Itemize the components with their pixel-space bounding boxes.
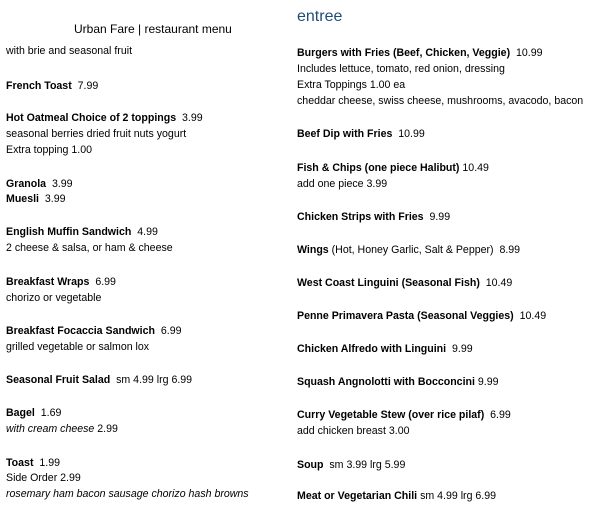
item-name: Breakfast Wraps	[6, 276, 90, 288]
item-price: 7.99	[77, 80, 99, 92]
item-name: Breakfast Focaccia Sandwich	[6, 325, 155, 337]
menu-item-bagel	[6, 407, 61, 420]
item-price: sm 4.99 lrg 6.99	[116, 374, 193, 386]
item-price: 10.99	[516, 47, 543, 59]
item-name: Bagel	[6, 407, 35, 419]
item-price: 9.99	[429, 211, 451, 223]
item-price: 6.99	[160, 325, 182, 337]
item-price: 10.49	[462, 162, 489, 174]
item-name: Wings	[297, 244, 329, 256]
item-name: Fish & Chips (one piece Halibut)	[297, 162, 460, 174]
menu-item-focaccia	[6, 325, 181, 338]
item-name: Hot Oatmeal Choice of 2 toppings	[6, 112, 177, 124]
item-price: sm 4.99 lrg 6.99	[420, 490, 497, 502]
menu-item-fruit-salad	[6, 374, 192, 387]
menu-item-beef-dip	[297, 128, 425, 141]
item-price: 9.99	[477, 376, 499, 388]
menu-title: Urban Fare | restaurant menu	[74, 22, 232, 36]
item-name: Soup	[297, 459, 324, 471]
item-note: (Hot, Honey Garlic, Salt & Pepper)	[331, 244, 494, 256]
item-description-price: 2.99	[97, 423, 118, 435]
item-description: cheddar cheese, swiss cheese, mushrooms, avacodo, bacon	[297, 95, 584, 107]
menu-item-burgers	[297, 47, 543, 60]
item-price: 6.99	[95, 276, 116, 288]
menu-item-squash	[297, 376, 499, 389]
item-description: 2 cheese & salsa, or ham & cheese	[6, 242, 173, 254]
menu-item-muffin	[6, 226, 158, 239]
item-price: 3.99	[44, 193, 66, 205]
item-name: Squash Angnolotti with Bocconcini	[297, 376, 475, 388]
menu-item-linguini	[297, 277, 512, 290]
item-description: Includes lettuce, tomato, red onion, dressing	[297, 63, 505, 75]
item-price: 9.99	[451, 343, 473, 355]
item-description: rosemary ham bacon sausage chorizo hash browns	[6, 488, 249, 500]
item-name: English Muffin Sandwich	[6, 226, 132, 238]
item-price: 10.49	[485, 277, 513, 289]
menu-item-wings	[297, 244, 520, 257]
section-heading: entree	[297, 8, 343, 25]
item-extra: Extra topping 1.00	[6, 144, 92, 156]
item-description: add one piece 3.99	[297, 178, 388, 190]
item-price: 4.99	[137, 226, 158, 238]
item-price: 3.99	[51, 178, 73, 190]
item-name: Seasonal Fruit Salad	[6, 374, 111, 386]
item-name: West Coast Linguini (Seasonal Fish)	[297, 277, 480, 289]
menu-item-oatmeal	[6, 112, 203, 125]
item-description: add chicken breast 3.00	[297, 425, 410, 437]
item-price: 1.69	[40, 407, 62, 419]
item-description: chorizo or vegetable	[6, 292, 102, 304]
item-description-italic: with cream cheese	[6, 423, 95, 435]
menu-item-soup	[297, 459, 405, 472]
menu-item-alfredo	[297, 343, 473, 356]
item-description: seasonal berries dried fruit nuts yogurt	[6, 128, 187, 140]
menu-item-penne	[297, 310, 546, 323]
item-price: sm 3.99 lrg 5.99	[329, 459, 406, 471]
menu-item-french-toast	[6, 80, 98, 93]
menu-item-curry	[297, 409, 511, 422]
item-description	[6, 423, 118, 436]
item-name: Meat or Vegetarian Chili	[297, 490, 418, 502]
item-name: Muesli	[6, 193, 39, 205]
menu-item-chicken-strips	[297, 211, 450, 224]
item-name: Chicken Alfredo with Linguini	[297, 343, 447, 355]
item-price: 3.99	[182, 112, 203, 124]
menu-item-chili	[297, 490, 496, 503]
menu-item-muesli	[6, 193, 65, 206]
item-price: 10.49	[519, 310, 547, 322]
menu-item-granola	[6, 178, 73, 191]
item-name: Granola	[6, 178, 47, 190]
menu-item-wraps	[6, 276, 116, 289]
item-side-order: Side Order 2.99	[6, 472, 81, 484]
item-description: Extra Toppings 1.00 ea	[297, 79, 406, 91]
continuation-text: with brie and seasonal fruit	[6, 45, 133, 57]
item-name: Chicken Strips with Fries	[297, 211, 424, 223]
item-price: 1.99	[39, 457, 60, 469]
item-name: Burgers with Fries (Beef, Chicken, Veggie)	[297, 47, 511, 59]
item-name: French Toast	[6, 80, 72, 92]
menu-item-toast	[6, 457, 60, 470]
item-price: 10.99	[398, 128, 425, 140]
item-name: Curry Vegetable Stew (over rice pilaf)	[297, 409, 485, 421]
item-description: grilled vegetable or salmon lox	[6, 341, 150, 353]
item-name: Toast	[6, 457, 34, 469]
item-price: 6.99	[490, 409, 511, 421]
menu-item-fish-chips	[297, 162, 489, 175]
item-name: Penne Primavera Pasta (Seasonal Veggies)	[297, 310, 514, 322]
item-name: Beef Dip with Fries	[297, 128, 393, 140]
item-price: 8.99	[499, 244, 521, 256]
